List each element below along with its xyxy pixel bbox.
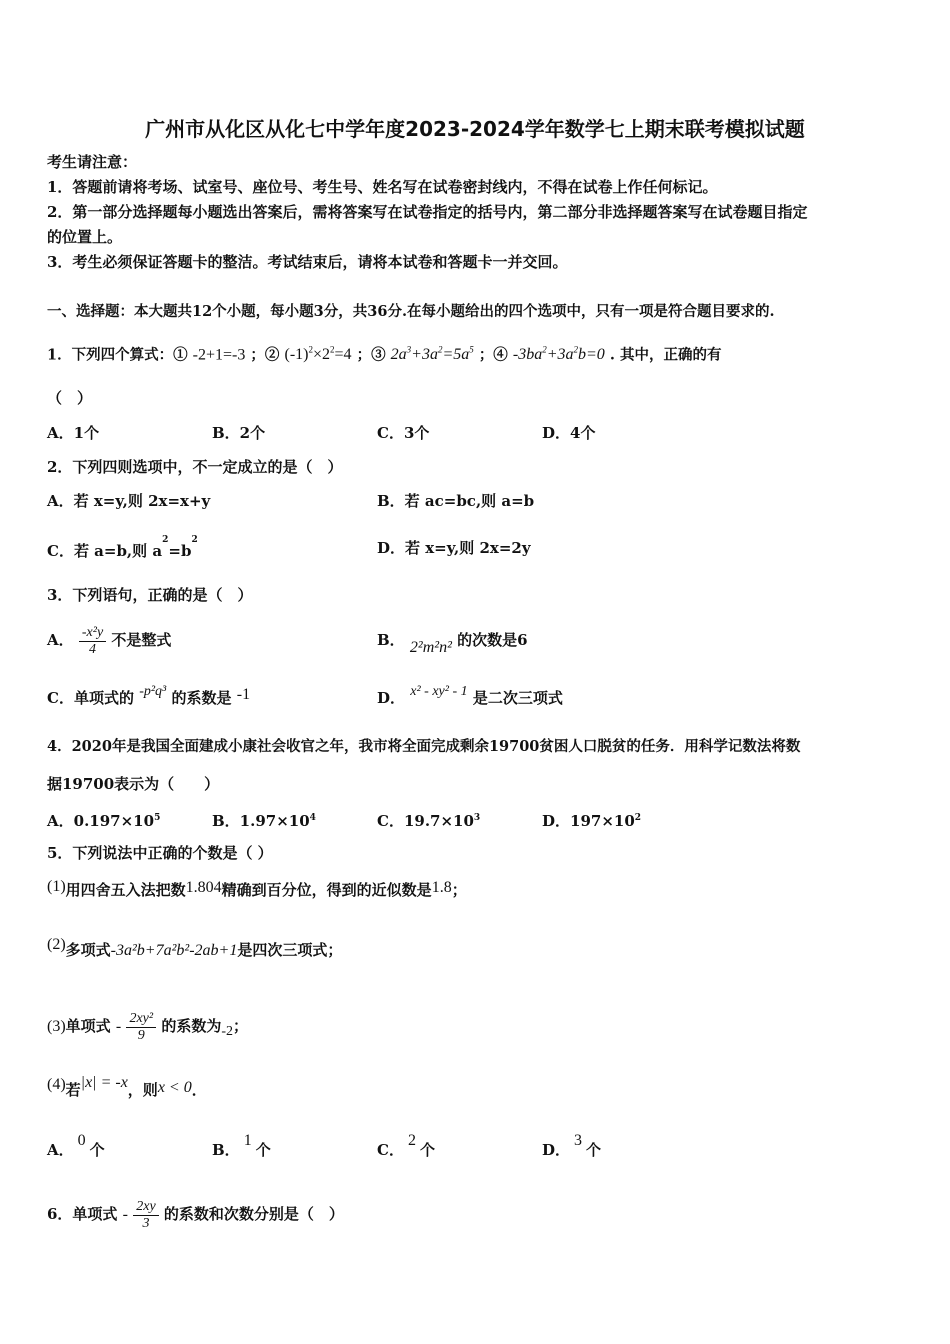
q3-option-c: C．单项式的 -p²q³ 的系数是 -1 <box>47 684 251 707</box>
notice-item-3: 3．考生必须保证答题卡的整洁。考试结束后，请将本试卷和答题卡一并交回。 <box>47 253 568 271</box>
q1-expr-2: $(-1)^2\times 2^2=4$ <box>284 345 352 364</box>
q1-expr-3: $2a^3+3a^2=5a^5$ <box>390 345 474 364</box>
question-4-stem-2: 据19700表示为（ ） <box>47 775 220 793</box>
q5-statement-4: (4)若|x| = -x，则x < 0． <box>47 1074 207 1099</box>
q2-option-b: B．若 ac=bc,则 a=b <box>377 492 535 510</box>
q5-statement-1: (1)用四舍五入法把数1.804精确到百分位，得到的近似数是1.8； <box>47 878 467 899</box>
q1-option-b: B．2个 <box>212 424 266 442</box>
q1-option-c: C．3个 <box>377 424 430 442</box>
q3-option-a: A． $\frac{\text{-x²y}}{4}$ 不是整式 <box>47 624 172 657</box>
q3-a-fraction: $\frac{\text{-x²y}}{4}$ <box>79 625 106 658</box>
question-6-stem: 6．单项式 - $\frac{2xy}{3}$ 的系数和次数分别是（ ） <box>47 1198 344 1231</box>
q1-option-a: A．1个 <box>47 424 100 442</box>
question-3-stem: 3．下列语句，正确的是（ ） <box>47 586 253 604</box>
q3-option-b: B． 2²m²n² 的次数是6 <box>377 631 528 656</box>
question-1-stem: 1．下列四个算式：① -2+1=-3 ；② $(-1)^2\times 2^2=4$ ；③ $2a^3+3a^2=5a^5$ ；④ $-3ba^2+3a^2b=0$ . 其中，正确的有 <box>47 345 722 364</box>
q2-option-c: C．若 a=b,则 $a^2=b^2$ <box>47 535 198 560</box>
q5-statement-3: (3)单项式 - $\frac{\text{2xy²}}{9}$ 的系数为-2； <box>47 1010 249 1043</box>
q3-option-d: D． x² - xy² - 1 是二次三项式 <box>377 684 563 707</box>
page-title: 广州市从化区从化七中学年度2023-2024学年数学七上期末联考模拟试题 <box>145 117 805 141</box>
notice-item-2: 2．第一部分选择题每小题选出答案后，需将答案写在试卷指定的括号内，第二部分非选择题答案写在试卷题目指定 <box>47 203 808 221</box>
question-2-stem: 2．下列四则选项中，不一定成立的是（ ） <box>47 458 343 476</box>
q1-option-d: D．4个 <box>542 424 596 442</box>
section-heading: 一、选择题：本大题共12个小题，每小题3分，共36分.在每小题给出的四个选项中，只有一项是符合题目要求的. <box>47 303 775 320</box>
q5-s3-fraction: $\frac{\text{2xy²}}{9}$ <box>126 1011 156 1044</box>
notice-item-1: 1．答题前请将考场、试室号、座位号、考生号、姓名写在试卷密封线内，不得在试卷上作任何标记。 <box>47 178 718 196</box>
q4-option-c: C．$19.7\times 10^3$ <box>377 812 481 830</box>
q4-option-b: B．$1.97\times 10^4$ <box>212 812 316 830</box>
q6-fraction: $\frac{2xy}{3}$ <box>133 1199 158 1232</box>
q5-option-a: A．0个 <box>47 1132 105 1159</box>
q5-statement-2: (2)多项式-3a²b+7a²b²-2ab+1是四次三项式； <box>47 936 343 959</box>
question-4-stem-1: 4．2020年是我国全面建成小康社会收官之年，我市将全面完成剩余19700贫困人口脱贫的任务．用科学记数法将数 <box>47 738 801 755</box>
q4-option-a: A．$0.197\times 10^5$ <box>47 812 161 830</box>
notice-item-2-cont: 的位置上。 <box>47 228 123 246</box>
q1-expr-4: $-3ba^2+3a^2b=0$ <box>512 345 605 364</box>
q2-option-d: D．若 x=y,则 2x=2y <box>377 539 531 557</box>
q1-expr-1: -2+1=-3 <box>192 346 246 364</box>
q2-option-a: A．若 x=y,则 2x=x+y <box>47 492 211 510</box>
q5-option-c: C．2个 <box>377 1132 435 1159</box>
q4-option-d: D．$197\times 10^2$ <box>542 812 642 830</box>
question-5-stem: 5．下列说法中正确的个数是（ ） <box>47 844 273 862</box>
q5-option-d: D．3个 <box>542 1132 602 1159</box>
question-1-paren: （ ） <box>47 389 93 407</box>
notice-heading: 考生请注意： <box>47 153 138 171</box>
q5-option-b: B．1个 <box>212 1132 271 1159</box>
